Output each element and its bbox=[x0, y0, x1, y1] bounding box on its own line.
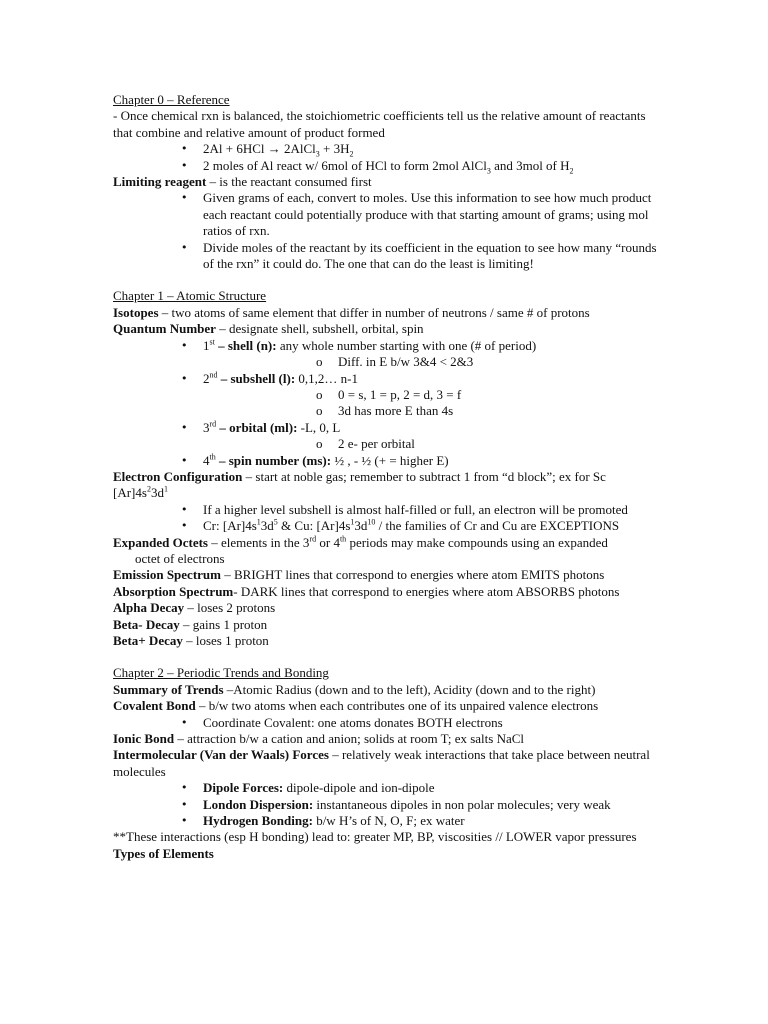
quantum-number-list bbox=[113, 338, 658, 469]
section-gap bbox=[113, 649, 658, 665]
moles-bullet bbox=[113, 158, 658, 174]
expanded-octets-definition: or 4 bbox=[316, 534, 340, 550]
superscript: 10 bbox=[367, 517, 376, 527]
expanded-octets-definition: periods may make compounds using an expanded bbox=[346, 534, 608, 550]
alpha-decay-definition: – loses 2 protons bbox=[184, 600, 276, 616]
subshell-sub-item: o 3d has more E than 4s bbox=[203, 403, 658, 419]
superscript: rd bbox=[309, 534, 317, 544]
exceptions-text: Cr: [Ar]4s bbox=[203, 518, 257, 534]
ordinal-number: 2 bbox=[203, 370, 210, 386]
superscript: 5 bbox=[273, 517, 278, 527]
dipole-forces-term: Dipole Forces: bbox=[203, 780, 284, 796]
ordinal-suffix: st bbox=[209, 337, 215, 347]
summary-of-trends-term: Summary of Trends bbox=[113, 681, 224, 697]
interactions-note: **These interactions (esp H bonding) lead to: greater MP, BP, viscosities // LOWER vapor pressures bbox=[113, 829, 637, 845]
ionic-bond-definition: – attraction b/w a cation and anion; solids at room T; ex salts NaCl bbox=[174, 731, 525, 747]
moles-text: and 3mol of H bbox=[490, 157, 570, 173]
orbital-sub-item: o 2 e- per orbital bbox=[203, 436, 658, 452]
subshell-term: – subshell (l): bbox=[217, 370, 296, 386]
subshell-definition: 0,1,2… n-1 bbox=[295, 370, 358, 386]
moles-text: 2 moles of Al react w/ 6mol of HCl to form 2mol AlCl bbox=[203, 157, 487, 173]
exceptions-text: 3d bbox=[354, 518, 368, 534]
equation-subscript: 3 bbox=[315, 149, 320, 159]
limiting-reagent-line bbox=[113, 174, 658, 190]
intermolecular-forces-term: Intermolecular (Van der Waals) Forces bbox=[113, 747, 329, 763]
chapter-0-title: Chapter 0 – Reference bbox=[113, 92, 230, 107]
shell-term: – shell (n): bbox=[214, 337, 277, 353]
ionic-bond-line bbox=[113, 731, 658, 747]
absorption-spectrum-line bbox=[113, 584, 658, 600]
equation-text: 2Al + 6HCl → 2AlCl bbox=[203, 141, 316, 157]
london-dispersion-bullet bbox=[113, 797, 658, 813]
superscript: 1 bbox=[350, 517, 355, 527]
equation-text: + 3H bbox=[319, 141, 350, 157]
beta-minus-decay-term: Beta- Decay bbox=[113, 616, 180, 632]
alpha-decay-term: Alpha Decay bbox=[113, 600, 185, 616]
shell-bullet bbox=[113, 338, 658, 371]
intermolecular-forces-list bbox=[113, 780, 658, 829]
orbital-definition: -L, 0, L bbox=[297, 419, 341, 435]
absorption-spectrum-definition: - DARK lines that correspond to energies where atom ABSORBS photons bbox=[233, 583, 620, 599]
emission-spectrum-definition: – BRIGHT lines that correspond to energies where atom EMITS photons bbox=[220, 567, 605, 583]
beta-plus-decay-line bbox=[113, 633, 658, 649]
beta-minus-decay-line bbox=[113, 617, 658, 633]
equation-bullet bbox=[113, 141, 658, 157]
limiting-bullet-2: • Divide moles of the reactant by its coefficient in the equation to see how many “rounds of the rxn” it could do. The one that can do the least is limiting! bbox=[113, 240, 658, 273]
shell-sublist bbox=[203, 354, 658, 370]
ordinal-number: 3 bbox=[203, 419, 210, 435]
spin-term: – spin number (ms): bbox=[215, 452, 332, 468]
chapter-1-title: Chapter 1 – Atomic Structure bbox=[113, 288, 267, 304]
limiting-reagent-list bbox=[113, 190, 658, 272]
covalent-bond-definition: – b/w two atoms when each contributes one of its unpaired valence electrons bbox=[195, 698, 599, 714]
covalent-bond-term: Covalent Bond bbox=[113, 698, 196, 714]
covalent-bond-list bbox=[113, 715, 658, 731]
emission-spectrum-term: Emission Spectrum bbox=[113, 567, 221, 583]
subshell-sublist bbox=[203, 387, 658, 420]
chapter-2-title: Chapter 2 – Periodic Trends and Bonding bbox=[113, 665, 329, 681]
chapter-0-intro: - Once chemical rxn is balanced, the stoichiometric coefficients tell us the relative amount of reactants that combine and relative amount of product formed bbox=[113, 108, 646, 140]
superscript: 1 bbox=[256, 517, 261, 527]
coordinate-covalent-bullet: • Coordinate Covalent: one atoms donates BOTH electrons bbox=[113, 715, 658, 731]
types-of-elements-heading: Types of Elements bbox=[113, 845, 214, 861]
chapter-0-equation-list bbox=[113, 141, 658, 174]
subshell-bullet bbox=[113, 371, 658, 420]
expanded-octets-continuation: octet of electrons bbox=[135, 550, 225, 566]
superscript: 2 bbox=[146, 485, 151, 495]
expanded-octets-definition: – elements in the 3 bbox=[207, 534, 310, 550]
beta-plus-decay-definition: – loses 1 proton bbox=[182, 633, 269, 648]
electron-configuration-term: Electron Configuration bbox=[113, 468, 243, 484]
limiting-reagent-term: Limiting reagent bbox=[113, 174, 207, 190]
expanded-octets-line bbox=[113, 535, 658, 551]
isotopes-term: Isotopes bbox=[113, 304, 159, 320]
hydrogen-bonding-term: Hydrogen Bonding: bbox=[203, 813, 313, 829]
hydrogen-bonding-bullet bbox=[113, 813, 658, 829]
shell-sub-item: o Diff. in E b/w 3&4 < 2&3 bbox=[203, 354, 658, 370]
hydrogen-bonding-definition: b/w H’s of N, O, F; ex water bbox=[312, 813, 465, 829]
electron-configuration-definition: – start at noble gas; remember to subtract 1 from “d block”; ex for Sc [Ar]4s bbox=[113, 468, 606, 501]
orbital-sublist bbox=[203, 436, 658, 452]
ordinal-number: 4 bbox=[203, 452, 210, 468]
orbital-term: – orbital (ml): bbox=[216, 419, 298, 435]
spin-definition: ½ , - ½ (+ = higher E) bbox=[331, 452, 449, 468]
ordinal-suffix: th bbox=[209, 452, 216, 462]
intermolecular-forces-definition: – relatively weak interactions that take place between neutral molecules bbox=[113, 747, 650, 779]
spin-bullet bbox=[113, 453, 658, 469]
shell-definition: any whole number starting with one (# of period) bbox=[276, 337, 537, 353]
absorption-spectrum-term: Absorption Spectrum bbox=[113, 583, 234, 599]
covalent-bond-line bbox=[113, 698, 658, 714]
moles-subscript: 2 bbox=[569, 166, 574, 176]
document-page bbox=[113, 92, 658, 862]
subshell-sub-item: o 0 = s, 1 = p, 2 = d, 3 = f bbox=[203, 387, 658, 403]
isotopes-line bbox=[113, 305, 658, 321]
limiting-bullet-1: • Given grams of each, convert to moles. Use this information to see how much product each reactant could potentially produce with that starting amount of grams; using mol ratios of rxn. bbox=[113, 190, 658, 239]
isotopes-definition: – two atoms of same element that differ in number of neutrons / same # of protons bbox=[158, 304, 590, 320]
alpha-decay-line bbox=[113, 600, 658, 616]
electron-configuration-line bbox=[113, 469, 658, 502]
dipole-forces-definition: dipole-dipole and ion-dipole bbox=[283, 780, 435, 796]
ordinal-suffix: nd bbox=[209, 370, 218, 380]
summary-of-trends-definition: –Atomic Radius (down and to the left), Acidity (down and to the right) bbox=[223, 681, 596, 697]
equation-subscript: 2 bbox=[349, 149, 354, 159]
quantum-number-term: Quantum Number bbox=[113, 321, 216, 337]
emission-spectrum-line bbox=[113, 567, 658, 583]
quantum-number-line bbox=[113, 321, 658, 337]
exceptions-text: & Cu: [Ar]4s bbox=[277, 518, 351, 534]
superscript: th bbox=[339, 534, 347, 544]
superscript: 1 bbox=[163, 485, 168, 495]
beta-minus-decay-definition: – gains 1 proton bbox=[179, 616, 268, 632]
ionic-bond-term: Ionic Bond bbox=[113, 731, 175, 747]
orbital-bullet bbox=[113, 420, 658, 453]
dipole-forces-bullet bbox=[113, 780, 658, 796]
london-dispersion-term: London Dispersion: bbox=[203, 796, 314, 812]
exceptions-text: / the families of Cr and Cu are EXCEPTIONS bbox=[375, 518, 620, 534]
ordinal-suffix: rd bbox=[209, 419, 217, 429]
london-dispersion-definition: instantaneous dipoles in non polar molecules; very weak bbox=[313, 796, 611, 812]
electron-configuration-list bbox=[113, 502, 658, 535]
section-gap bbox=[113, 272, 658, 288]
limiting-reagent-definition: – is the reactant consumed first bbox=[206, 174, 372, 190]
exceptions-text: 3d bbox=[260, 518, 274, 534]
quantum-number-definition: – designate shell, subshell, orbital, spin bbox=[215, 321, 424, 337]
moles-subscript: 3 bbox=[486, 166, 491, 176]
summary-of-trends-line bbox=[113, 682, 658, 698]
promotion-bullet: • If a higher level subshell is almost half-filled or full, an electron will be promoted bbox=[113, 502, 658, 518]
electron-configuration-definition: 3d bbox=[150, 485, 164, 501]
intermolecular-forces-line bbox=[113, 747, 658, 780]
expanded-octets-term: Expanded Octets bbox=[113, 534, 208, 550]
exceptions-bullet bbox=[113, 518, 658, 534]
ordinal-number: 1 bbox=[203, 337, 210, 353]
beta-plus-decay-term: Beta+ Decay bbox=[113, 633, 183, 648]
